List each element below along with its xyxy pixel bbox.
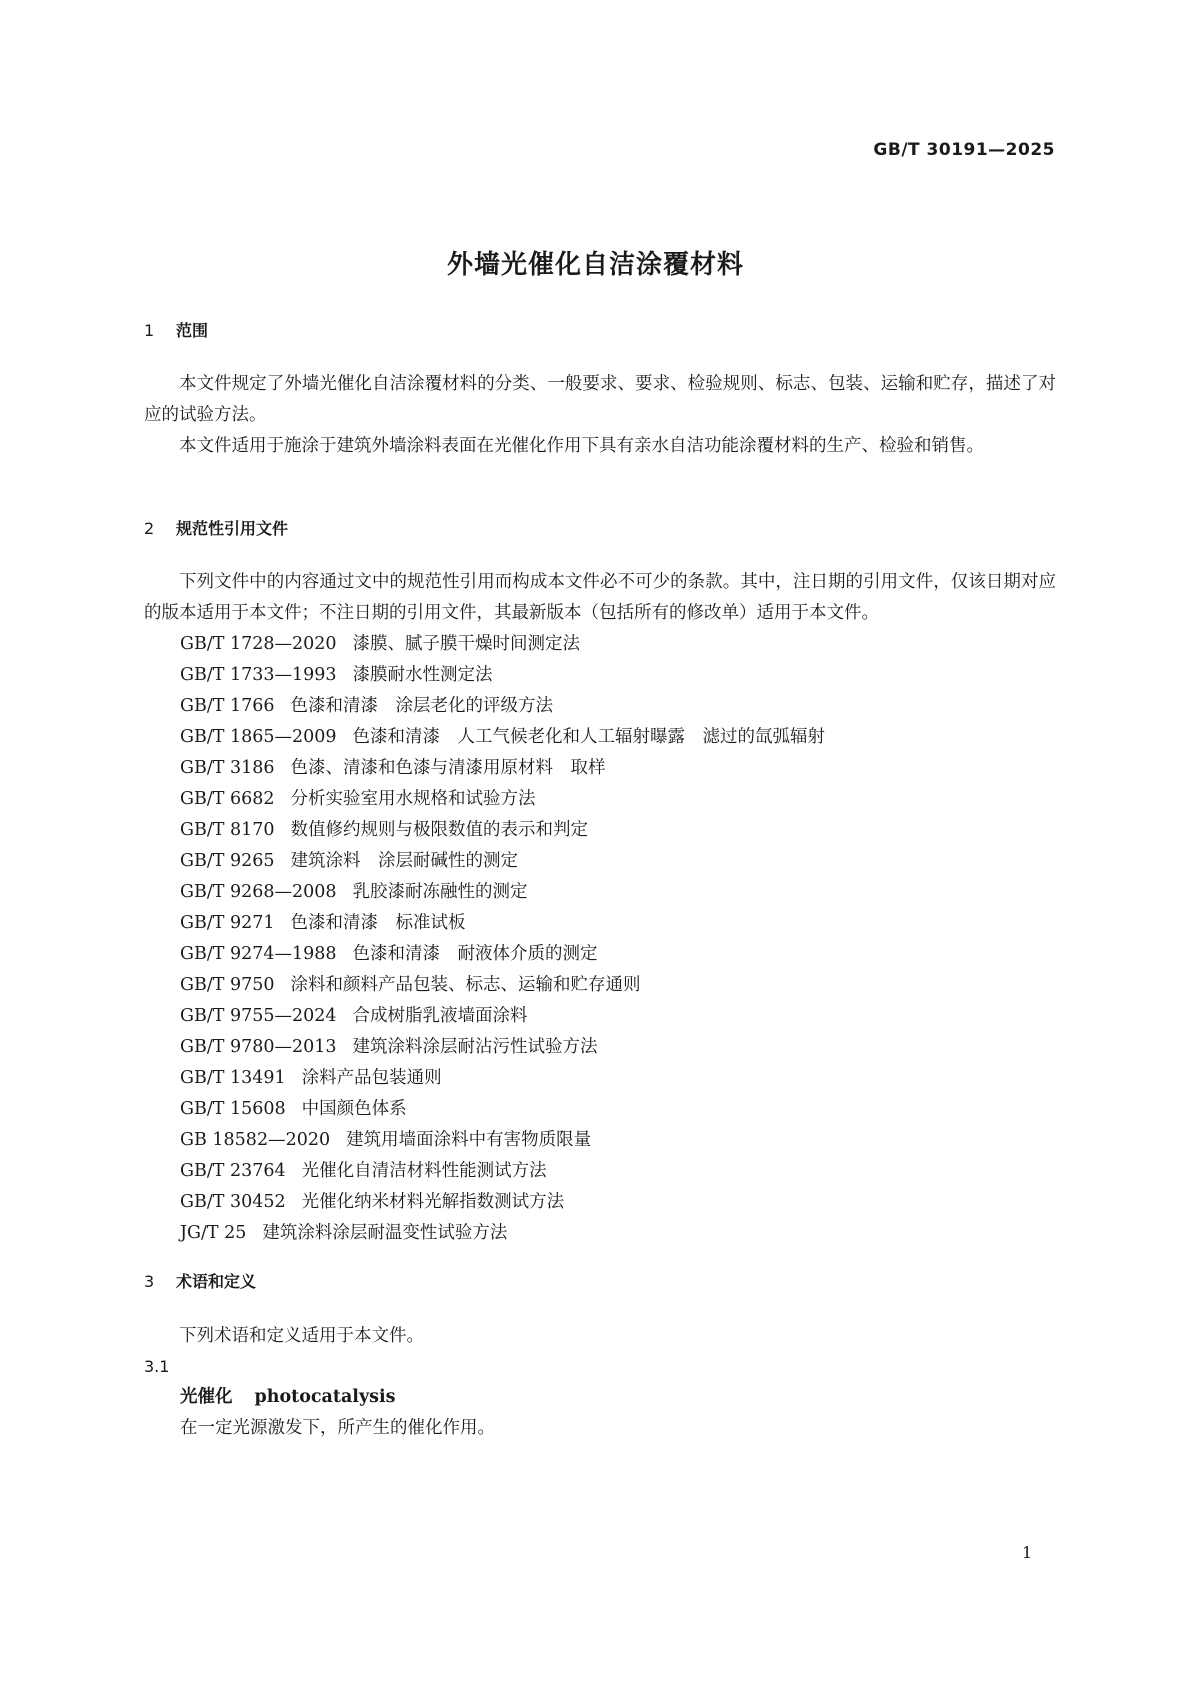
- reference-item: [144, 1187, 1056, 1218]
- reference-title: 漆膜耐水性测定法: [352, 665, 493, 685]
- term-clause-number: 3.1: [144, 1357, 170, 1376]
- reference-code: GB/T 1733—1993: [180, 665, 337, 685]
- reference-code: GB/T 8170: [180, 820, 275, 840]
- reference-item: [144, 970, 1056, 1001]
- reference-title: 数值修约规则与极限数值的表示和判定: [290, 820, 589, 840]
- section-heading: [144, 1269, 1056, 1292]
- reference-title: 中国颜色体系: [301, 1099, 407, 1119]
- reference-item: [144, 660, 1056, 691]
- reference-title: 涂料产品包装通则: [301, 1068, 442, 1088]
- section-heading: [144, 318, 1056, 341]
- reference-title: 色漆和清漆 人工气候老化和人工辐射曝露 滤过的氙弧辐射: [352, 727, 826, 747]
- reference-title: 涂料和颜料产品包装、标志、运输和贮存通则: [290, 975, 641, 995]
- reference-title: 光催化纳米材料光解指数测试方法: [301, 1192, 565, 1212]
- reference-item: [144, 722, 1056, 753]
- reference-item: [144, 1032, 1056, 1063]
- reference-code: JG/T 25: [180, 1223, 247, 1243]
- reference-item: [144, 1125, 1056, 1156]
- reference-code: GB/T 9274—1988: [180, 944, 337, 964]
- reference-title: 乳胶漆耐冻融性的测定: [352, 882, 528, 902]
- section-scope: [144, 318, 1056, 341]
- reference-item: [144, 1094, 1056, 1125]
- section-terms: [144, 1269, 1056, 1292]
- reference-item: [144, 629, 1056, 660]
- reference-code: GB/T 6682: [180, 789, 275, 809]
- reference-item: [144, 846, 1056, 877]
- reference-item: [144, 939, 1056, 970]
- reference-title: 建筑涂料涂层耐温变性试验方法: [262, 1223, 508, 1243]
- term-chinese: 光催化: [180, 1387, 233, 1407]
- reference-item: [144, 877, 1056, 908]
- reference-title: 建筑用墙面涂料中有害物质限量: [346, 1130, 592, 1150]
- reference-title: 建筑涂料涂层耐沾污性试验方法: [352, 1037, 598, 1057]
- reference-code: GB/T 1865—2009: [180, 727, 337, 747]
- reference-code: GB/T 23764: [180, 1161, 286, 1181]
- page-number: 1: [1022, 1543, 1033, 1562]
- references-body: [144, 567, 1056, 1249]
- reference-code: GB/T 9780—2013: [180, 1037, 337, 1057]
- reference-code: GB/T 3186: [180, 758, 275, 778]
- reference-title: 光催化自清洁材料性能测试方法: [301, 1161, 547, 1181]
- reference-code: GB/T 9268—2008: [180, 882, 337, 902]
- reference-title: 色漆和清漆 耐液体介质的测定: [352, 944, 598, 964]
- reference-code: GB 18582—2020: [180, 1130, 331, 1150]
- term-entry: [144, 1382, 1056, 1413]
- section-heading: [144, 516, 1056, 539]
- reference-code: GB/T 30452: [180, 1192, 286, 1212]
- section-title: 规范性引用文件: [176, 519, 289, 538]
- reference-code: GB/T 9750: [180, 975, 275, 995]
- reference-item: [144, 691, 1056, 722]
- reference-title: 色漆、清漆和色漆与清漆用原材料 取样: [290, 758, 606, 778]
- reference-title: 建筑涂料 涂层耐碱性的测定: [290, 851, 519, 871]
- reference-title: 色漆和清漆 涂层老化的评级方法: [290, 696, 554, 716]
- paragraph: 本文件适用于施涂于建筑外墙涂料表面在光催化作用下具有亲水自洁功能涂覆材料的生产、检验和销售。: [179, 436, 984, 456]
- standard-number: GB/T 30191—2025: [873, 140, 1055, 160]
- reference-item: [144, 1156, 1056, 1187]
- reference-code: GB/T 9265: [180, 851, 275, 871]
- reference-code: GB/T 9755—2024: [180, 1006, 337, 1026]
- reference-item: [144, 908, 1056, 939]
- paragraph: 本文件规定了外墙光催化自洁涂覆材料的分类、一般要求、要求、检验规则、标志、包装、运输和贮存，描述了对应的试验方法。: [144, 374, 1056, 425]
- reference-item: [144, 1218, 1056, 1249]
- section-references: [144, 516, 1056, 539]
- reference-code: GB/T 15608: [180, 1099, 286, 1119]
- section-number: 1: [144, 321, 155, 340]
- term-definition: 在一定光源激发下，所产生的催化作用。: [180, 1418, 495, 1438]
- reference-title: 分析实验室用水规格和试验方法: [290, 789, 536, 809]
- terms-body: [144, 1321, 1056, 1444]
- scope-body: [144, 369, 1056, 462]
- reference-title: 色漆和清漆 标准试板: [290, 913, 466, 933]
- reference-item: [144, 815, 1056, 846]
- reference-code: GB/T 1728—2020: [180, 634, 337, 654]
- reference-item: [144, 753, 1056, 784]
- reference-title: 合成树脂乳液墙面涂料: [352, 1006, 528, 1026]
- reference-item: [144, 1001, 1056, 1032]
- reference-code: GB/T 9271: [180, 913, 275, 933]
- references-intro: 下列文件中的内容通过文中的规范性引用而构成本文件必不可少的条款。其中，注日期的引用文件，仅该日期对应的版本适用于本文件；不注日期的引用文件，其最新版本（包括所有的修改单）适用于本文件。: [144, 572, 1056, 623]
- terms-intro: 下列术语和定义适用于本文件。: [179, 1326, 424, 1346]
- section-number: 3: [144, 1272, 155, 1291]
- reference-code: GB/T 1766: [180, 696, 275, 716]
- reference-item: [144, 784, 1056, 815]
- reference-item: [144, 1063, 1056, 1094]
- section-title: 术语和定义: [176, 1272, 257, 1291]
- reference-title: 漆膜、腻子膜干燥时间测定法: [352, 634, 581, 654]
- reference-code: GB/T 13491: [180, 1068, 286, 1088]
- document-title: 外墙光催化自洁涂覆材料: [446, 250, 744, 280]
- reference-list: [144, 629, 1056, 1249]
- term-english: photocatalysis: [254, 1387, 396, 1407]
- section-number: 2: [144, 519, 155, 538]
- section-title: 范围: [176, 321, 209, 340]
